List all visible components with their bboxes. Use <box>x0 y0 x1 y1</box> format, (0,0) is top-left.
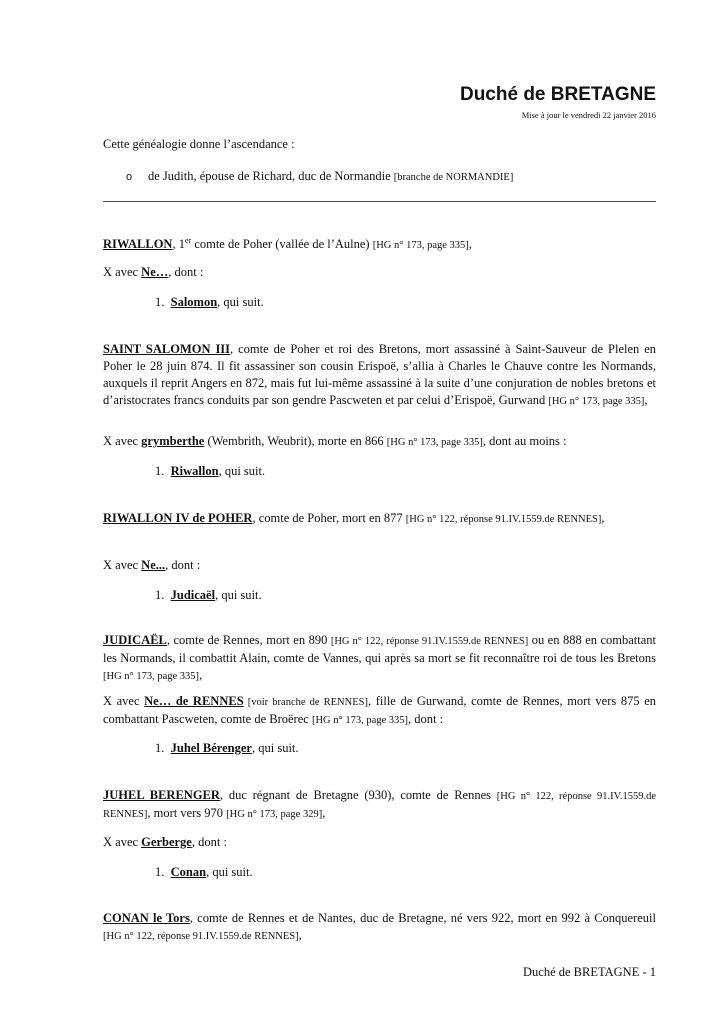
separator-rule <box>103 201 656 202</box>
entry-conan-le-tors: CONAN le Tors, comte de Rennes et de Nantes, duc de Bretagne, né vers 922, mort en 992 à Conquereuil [HG n° 122, réponse 91.IV.1559.de RENNES], <box>103 911 656 942</box>
child-name: Salomon <box>170 295 218 309</box>
entry-name: SAINT SALOMON III <box>103 342 231 356</box>
bullet-ref: [branche de NORMANDIE] <box>393 172 514 183</box>
child-name: Juhel Bérenger <box>170 741 252 755</box>
entry-ref: [HG n° 173, page 335] <box>103 671 200 682</box>
spouse-ref: [voir branche de RENNES] <box>243 697 368 708</box>
entry-juhel-berenger: JUHEL BERENGER, duc régnant de Bretagne (930), comte de Rennes [HG n° 122, réponse 91.IV.1559.de RENNES], mort vers 970 [HG n° 173, page 329], <box>103 788 656 820</box>
spouse-line: X avec Ne… de RENNES [voir branche de RENNES], fille de Gurwand, comte de Rennes, mort vers 875 en combattant Pascweten, comte de Broërec [HG n° 173, page 335], dont : <box>103 694 657 726</box>
update-date: Mise à jour le vendredi 22 janvier 2016 <box>521 110 656 120</box>
document-title: Duché de BRETAGNE <box>459 84 656 105</box>
spouse-name: grymberthe <box>141 434 205 448</box>
entry-judicael: JUDICAËL, comte de Rennes, mort en 890 [HG n° 122, réponse 91.IV.1559.de RENNES] ou en 888 en combattant les Normands, il combattit Alain, comte de Vannes, qui après sa mort se fit reconnaître roi de tous les Bretons [HG n° 173, page 335], <box>103 633 657 682</box>
entry-name: JUHEL BERENGER <box>103 788 220 802</box>
child-item: 1. Juhel Bérenger, qui suit. <box>155 741 299 755</box>
entry-ref: [HG n° 122, réponse 91.IV.1559.de RENNES] <box>103 791 656 820</box>
entry-ref: [HG n° 122, réponse 91.IV.1559.de RENNES] <box>330 636 529 647</box>
entry-ref: [HG n° 173, page 335] <box>548 396 645 407</box>
spouse-name: Ne… <box>141 265 169 279</box>
entry-ref: [HG n° 173, page 329] <box>226 809 323 820</box>
entry-name: JUDICAËL <box>103 633 167 647</box>
spouse-line: X avec Ne…, dont : <box>103 265 204 279</box>
spouse-name: Gerberge <box>141 835 192 849</box>
child-name: Riwallon <box>170 464 219 478</box>
page-footer: Duché de BRETAGNE - 1 <box>523 965 656 979</box>
spouse-ref: [HG n° 173, page 335] <box>386 437 483 448</box>
spouse-name: Ne… de RENNES <box>144 694 244 708</box>
bullet-text: de Judith, épouse de Richard, duc de Normandie <box>148 169 391 183</box>
entry-ref: [HG n° 122, réponse 91.IV.1559.de RENNES] <box>103 931 299 942</box>
child-name: Judicaël <box>170 588 216 602</box>
entry-riwallon: RIWALLON, 1er comte de Poher (vallée de l’Aulne) [HG n° 173, page 335], <box>103 236 472 252</box>
child-item: 1. Salomon, qui suit. <box>155 295 264 309</box>
spouse-name: Ne... <box>141 558 166 572</box>
entry-name: RIWALLON IV de POHER <box>103 511 253 525</box>
bullet-symbol: o <box>126 171 133 183</box>
child-item: 1. Conan, qui suit. <box>155 865 253 879</box>
lineage-bullet <box>126 169 513 184</box>
child-item: 1. Judicaël, qui suit. <box>155 588 262 602</box>
entry-ref: [HG n° 122, réponse 91.IV.1559.de RENNES] <box>405 514 602 525</box>
spouse-line: X avec Ne..., dont : <box>103 558 201 572</box>
spouse-ref: [HG n° 173, page 335] <box>311 715 409 726</box>
entry-name: CONAN le Tors <box>103 911 190 925</box>
spouse-line: X avec Gerberge, dont : <box>103 835 227 849</box>
spouse-line: X avec grymberthe (Wembrith, Weubrit), morte en 866 [HG n° 173, page 335], dont au moins : <box>103 434 567 448</box>
intro-text: Cette généalogie donne l’ascendance : <box>103 137 295 151</box>
entry-riwallon-iv: RIWALLON IV de POHER, comte de Poher, mort en 877 [HG n° 122, réponse 91.IV.1559.de RENNES], <box>103 511 605 525</box>
entry-name: RIWALLON <box>103 237 173 252</box>
entry-ref: [HG n° 173, page 335] <box>372 240 469 252</box>
entry-saint-salomon: SAINT SALOMON III, comte de Poher et roi des Bretons, mort assassiné à Saint-Sauveur de Plelen en Poher le 28 juin 874. Il fit assassiner son cousin Erispoë, s’allia à Charles le Chauve contre les Normands, auxquels il reprit Angers en 872, mais fut lui-même assassiné à la suite d’une conjuration de nobles bretons et d’aristocrates francs conduits par son gendre Pascweten et par celui d’Erispoë, Gurwand [HG n° 173, page 335], <box>103 342 656 407</box>
child-name: Conan <box>170 865 207 879</box>
child-item: 1. Riwallon, qui suit. <box>155 464 266 478</box>
